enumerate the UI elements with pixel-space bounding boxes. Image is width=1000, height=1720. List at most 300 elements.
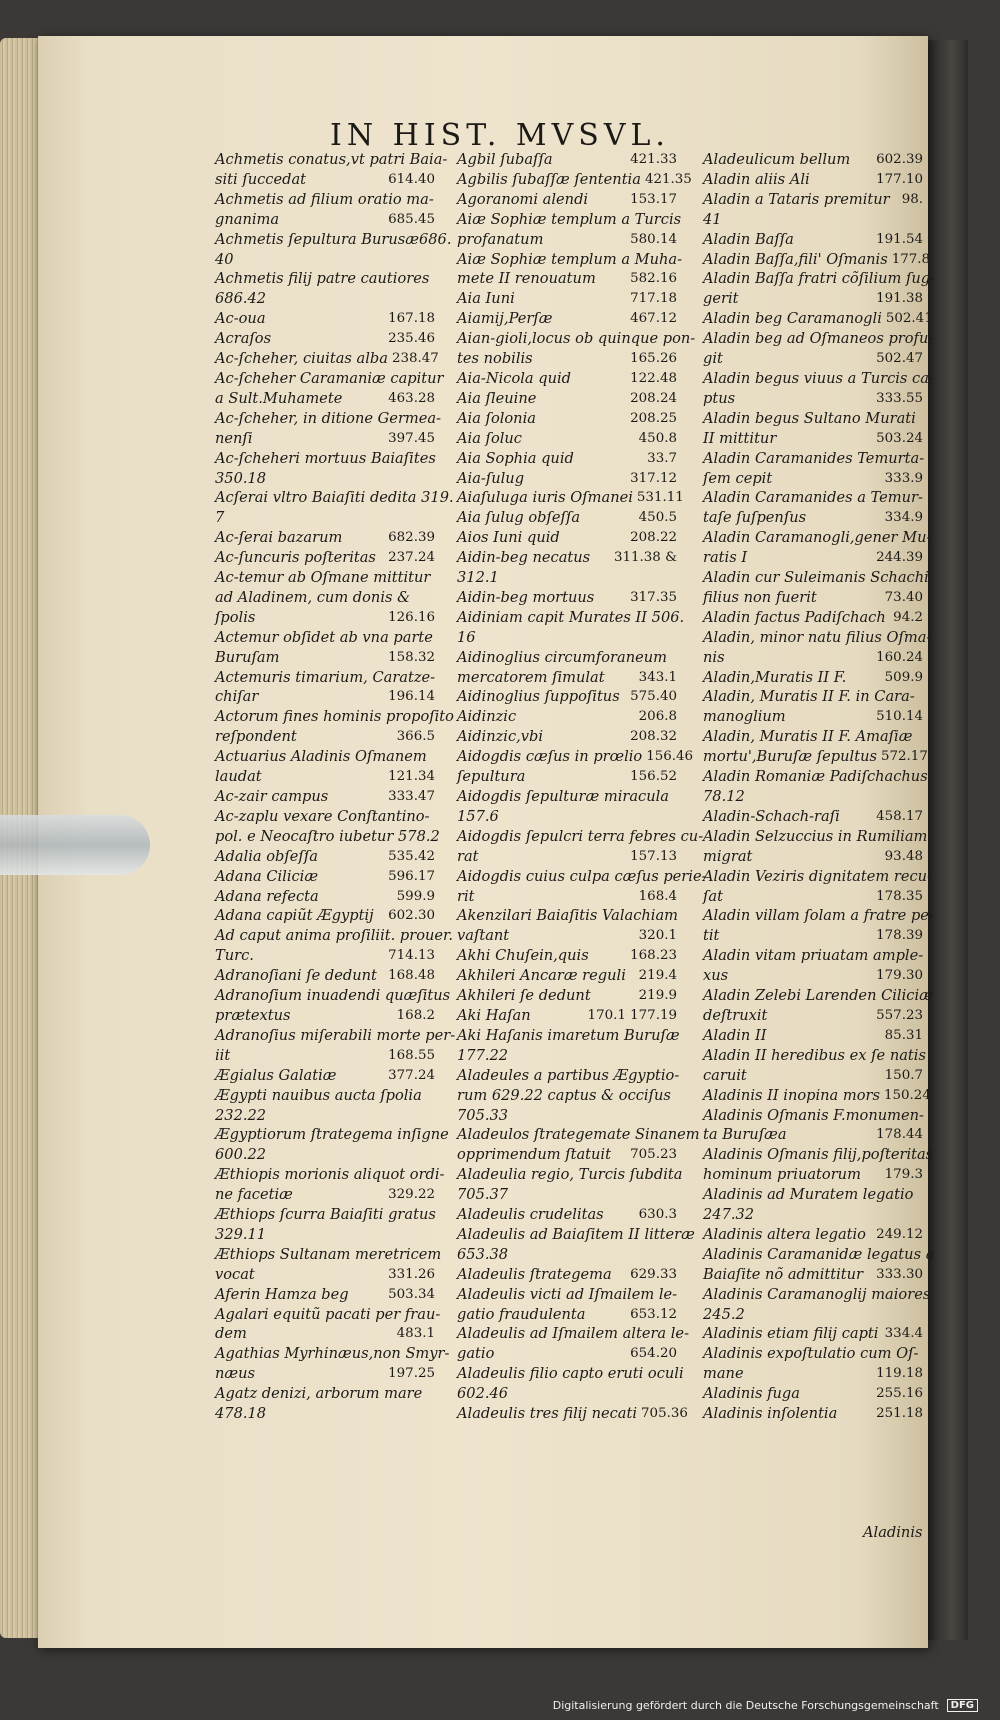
index-entry <box>215 767 435 787</box>
index-entry <box>703 170 923 190</box>
entry-term: 245.2 <box>703 1305 745 1323</box>
entry-reference <box>933 329 937 349</box>
entry-term: Aian-gioli,locus ob quinque pon- <box>457 330 696 348</box>
entry-reference: 602.39 <box>876 152 923 167</box>
index-entry <box>703 1245 935 1265</box>
entry-reference: 334.4 <box>884 1326 923 1342</box>
index-entry <box>703 1404 923 1424</box>
index-entry <box>703 906 934 926</box>
entry-reference: 630.3 <box>638 1207 677 1223</box>
index-entry <box>703 747 928 767</box>
entry-term: chiſar <box>215 688 259 706</box>
footer <box>0 1690 1000 1720</box>
entry-term: Aladin Baſſa,fili' Oſmanis <box>703 250 888 268</box>
index-entry <box>703 1384 923 1404</box>
entry-reference: 458.17 <box>876 808 923 824</box>
entry-reference <box>441 1245 445 1265</box>
entry-term: Aladinis fuga <box>703 1385 800 1403</box>
index-entry <box>703 250 931 270</box>
index-entry <box>215 1344 450 1364</box>
entry-reference: 557.23 <box>876 1007 923 1023</box>
entry-reference: 705.36 <box>641 1406 688 1422</box>
index-entry <box>457 707 677 727</box>
index-entry <box>703 807 923 827</box>
footer-text: Digitalisierung gefördert durch die Deutsche Forschungsgemeinschaft <box>552 1698 939 1712</box>
entry-term: Actuarius Aladinis Oſmanem <box>215 748 427 766</box>
entry-term: tit <box>703 927 720 945</box>
index-entry <box>215 1046 435 1066</box>
entry-term: Aladinis II inopina mors <box>703 1086 880 1104</box>
entry-term: 232.22 <box>215 1106 267 1124</box>
index-entry <box>215 528 435 548</box>
entry-term: Aidiniam capit Murates II 506. <box>457 608 685 626</box>
entry-term: Aidin-beg necatus <box>457 549 591 567</box>
catchword: Aladinis <box>863 1524 923 1541</box>
entry-term: Aiamij,Perſæ <box>457 310 553 328</box>
entry-term: hominum priuatorum <box>703 1166 861 1184</box>
entry-term: Aladin,Muratis II F. <box>703 668 847 686</box>
entry-term: ſat <box>703 887 723 905</box>
entry-reference <box>934 1245 938 1265</box>
entry-term: taſe ſuſpenſus <box>703 509 807 527</box>
index-entry <box>703 289 923 309</box>
entry-term: reſpondent <box>215 728 297 746</box>
index-entry <box>457 409 677 429</box>
index-entry <box>215 887 435 907</box>
entry-reference: 334.9 <box>884 510 923 526</box>
entry-reference: 119.18 <box>876 1366 923 1382</box>
index-entry <box>703 508 923 528</box>
entry-term: Aia Sophia quid <box>457 449 574 467</box>
entry-term: rum 629.22 captus & occiſus <box>457 1086 671 1104</box>
entry-reference <box>673 1384 677 1404</box>
index-entry <box>215 628 435 648</box>
entry-reference: 343.1 <box>638 669 677 685</box>
entry-term: Aladeules a partibus Ægyptio- <box>457 1066 680 1084</box>
entry-reference <box>444 1165 448 1185</box>
dfg-logo: DFG <box>947 1699 978 1712</box>
index-entry <box>703 528 932 548</box>
index-column-3 <box>703 150 936 1424</box>
entry-term: Aladin vitam priuatam ample- <box>703 947 924 965</box>
entry-term: Ægyptiorum ſtrategema inſigne <box>215 1126 449 1144</box>
entry-term: Agalari equitũ pacati per frau- <box>215 1305 441 1323</box>
index-entry <box>457 548 677 568</box>
index-entry <box>215 608 435 628</box>
entry-term: Aladin, Muratis II F. in Cara- <box>703 688 915 706</box>
entry-reference <box>449 1344 453 1364</box>
index-entry <box>457 1404 688 1424</box>
entry-term: git <box>703 350 723 368</box>
entry-term: Aladinis altera legatio <box>703 1225 866 1243</box>
index-entry <box>703 986 933 1006</box>
index-entry <box>215 1225 435 1245</box>
index-entry <box>215 488 454 508</box>
index-entry <box>457 847 677 867</box>
index-entry <box>215 349 439 369</box>
entry-reference: 717.18 <box>630 291 677 307</box>
entry-term: Aia ſoluc <box>457 429 522 447</box>
entry-term: laudat <box>215 768 262 786</box>
index-entry <box>215 668 435 688</box>
index-entry <box>215 807 435 827</box>
entry-term: vocat <box>215 1265 255 1283</box>
entry-reference: 333.9 <box>884 470 923 486</box>
entry-reference <box>673 1046 677 1066</box>
index-entry <box>457 1344 677 1364</box>
entry-reference: 329.22 <box>388 1187 435 1203</box>
entry-term: Aladin factus Padiſchach <box>703 608 886 626</box>
entry-reference: 366.5 <box>396 729 435 745</box>
index-entry <box>457 668 677 688</box>
entry-reference: 467.12 <box>630 311 677 327</box>
index-entry <box>215 827 440 847</box>
index-entry <box>703 887 923 907</box>
entry-reference: 219.9 <box>638 988 677 1004</box>
index-entry <box>703 787 923 807</box>
entry-reference <box>673 1106 677 1126</box>
index-entry <box>457 966 677 986</box>
index-entry <box>215 707 454 727</box>
index-entry <box>457 608 685 628</box>
entry-reference: 421.33 <box>630 152 677 167</box>
entry-reference: 153.17 <box>630 191 677 207</box>
entry-term: ptus <box>703 389 736 407</box>
entry-term: Ac-oua <box>215 310 266 328</box>
index-entry <box>457 1006 677 1026</box>
index-entry <box>703 150 923 170</box>
entry-term: Aladinis Oſmanis F.monumen- <box>703 1106 924 1124</box>
index-entry <box>215 289 435 309</box>
entry-term: Aki Haſanis imaretum Buruſæ <box>457 1026 680 1044</box>
entry-reference: 629.33 <box>630 1266 677 1282</box>
entry-reference: 168.23 <box>630 948 677 964</box>
entry-term: Acraſos <box>215 330 272 348</box>
index-entry <box>703 1305 923 1325</box>
entry-term: Ægypti nauibus aucta ſpolia <box>215 1086 422 1104</box>
entry-term: Aferin Hamza beg <box>215 1285 349 1303</box>
entry-term: Ac-ſcheheri mortuus Baiaſites <box>215 449 436 467</box>
entry-term: Ac-zaplu vexare Conſtantino- <box>215 807 430 825</box>
entry-term: Agatz denizi, arborum mare <box>215 1385 423 1403</box>
entry-reference: 311.38 & <box>613 550 677 566</box>
index-entry <box>703 568 929 588</box>
entry-term: Æthiops ſcurra Baiaſiti gratus <box>215 1206 436 1224</box>
entry-reference: 208.32 <box>630 729 677 745</box>
index-entry <box>215 847 435 867</box>
index-entry <box>703 827 928 847</box>
entry-term: ta Buruſæa <box>703 1126 787 1144</box>
entry-reference: 421.35 <box>644 171 692 187</box>
entry-term: ratis I <box>703 549 748 567</box>
entry-reference <box>689 1324 693 1344</box>
index-entry <box>457 1265 677 1285</box>
index-entry <box>457 349 677 369</box>
entry-reference <box>695 1225 699 1245</box>
entry-reference: 196.14 <box>388 689 435 705</box>
entry-reference: 235.46 <box>388 331 435 347</box>
index-entry <box>215 548 435 568</box>
entry-reference: 208.22 <box>630 530 677 546</box>
entry-term: pol. e Neocaſtro iubetur 578.2 <box>215 827 440 845</box>
entry-term: Aia ſulug obſeſſa <box>457 509 581 527</box>
entry-reference <box>431 1404 435 1424</box>
entry-reference: 168.55 <box>388 1047 435 1063</box>
entry-reference <box>447 150 451 170</box>
entry-term: gerit <box>703 290 739 308</box>
index-entry <box>215 1145 435 1165</box>
entry-reference: 168.2 <box>396 1007 435 1023</box>
entry-reference <box>673 1185 677 1205</box>
index-entry <box>215 1245 442 1265</box>
entry-term: Aladin Veziris dignitatem recu- <box>703 867 932 885</box>
entry-term: Adranoſius miſerabili morte per- <box>215 1026 456 1044</box>
entry-term: 478.18 <box>215 1405 267 1423</box>
index-entry <box>215 170 435 190</box>
index-entry <box>215 1106 435 1126</box>
index-entry <box>215 1404 435 1424</box>
index-entry <box>703 1225 923 1245</box>
entry-term: 350.18 <box>215 469 267 487</box>
entry-reference <box>924 449 928 469</box>
entry-reference: 682.39 <box>388 530 435 546</box>
index-entry <box>457 1165 683 1185</box>
index-entry <box>457 1046 677 1066</box>
index-column-2 <box>457 150 707 1424</box>
index-entry <box>215 747 435 767</box>
entry-reference <box>923 946 927 966</box>
index-entry <box>457 1066 680 1086</box>
entry-reference <box>431 250 435 270</box>
entry-reference: 653.12 <box>630 1306 677 1322</box>
index-entry <box>703 230 923 250</box>
entry-reference: 157.13 <box>630 848 677 864</box>
index-entry <box>215 906 435 926</box>
index-entry <box>457 1285 677 1305</box>
entry-reference <box>679 1066 683 1086</box>
index-entry <box>457 1305 677 1325</box>
entry-reference: 251.18 <box>876 1406 923 1422</box>
index-entry <box>215 469 435 489</box>
entry-term: 177.22 <box>457 1046 509 1064</box>
entry-term: Aiæ Sophiæ templum a Muha- <box>457 250 683 268</box>
entry-reference: 503.24 <box>876 430 923 446</box>
index-entry <box>457 210 682 230</box>
index-entry <box>703 469 923 489</box>
index-entry <box>215 429 435 449</box>
entry-reference: 208.24 <box>630 390 677 406</box>
index-entry <box>457 250 683 270</box>
entry-reference <box>434 190 438 210</box>
entry-term: Aladin beg ad Oſmaneos profu- <box>703 330 934 348</box>
entry-term: Aladin, minor natu filius Oſma- <box>703 628 932 646</box>
entry-term: iit <box>215 1046 231 1064</box>
index-entry <box>457 648 677 668</box>
index-entry <box>703 1145 934 1165</box>
entry-term: Aladin Baſſa fratri cõſilium ſug- <box>703 270 936 288</box>
index-entry <box>703 727 923 747</box>
entry-term: ſpolis <box>215 608 256 626</box>
index-entry <box>457 926 677 946</box>
index-entry <box>457 1106 677 1126</box>
entry-term: Aladin Caramanides Temurta- <box>703 449 925 467</box>
entry-reference <box>929 568 933 588</box>
index-entry <box>703 1364 923 1384</box>
index-entry <box>215 1265 435 1285</box>
index-entry <box>215 1185 435 1205</box>
entry-term: caruit <box>703 1066 747 1084</box>
entry-reference <box>935 269 939 289</box>
entry-reference: 320.1 <box>638 928 677 944</box>
entry-reference <box>919 409 923 429</box>
entry-term: 312.1 <box>457 569 499 587</box>
entry-term: Ac-ſcheher Caramaniæ capitur <box>215 369 444 387</box>
entry-reference <box>919 1185 923 1205</box>
entry-reference <box>431 807 435 827</box>
entry-reference <box>919 687 923 707</box>
entry-term: Aladeulis crudelitas <box>457 1206 604 1224</box>
entry-term: Aidin-beg mortuus <box>457 588 595 606</box>
entry-reference <box>682 250 686 270</box>
index-entry <box>703 1066 923 1086</box>
index-entry <box>457 449 677 469</box>
entry-reference <box>440 1305 444 1325</box>
entry-term: nis <box>703 648 725 666</box>
index-entry <box>457 747 694 767</box>
index-entry <box>703 1344 923 1364</box>
entry-term: næus <box>215 1365 256 1383</box>
entry-term: Achmetis conatus,vt patri Baia- <box>215 151 448 168</box>
index-entry <box>457 628 677 648</box>
index-entry <box>703 329 934 349</box>
entry-reference: 333.30 <box>876 1266 923 1282</box>
entry-term: xus <box>703 967 729 985</box>
index-entry <box>703 1106 923 1126</box>
index-entry <box>215 449 435 469</box>
index-entry <box>457 787 677 807</box>
entry-reference: 178.39 <box>876 928 923 944</box>
entry-term: ad Aladinem, cum donis & <box>215 588 411 606</box>
entry-reference: 510.14 <box>876 709 923 725</box>
entry-term: Agathias Myrhinæus,non Smyr- <box>215 1345 450 1363</box>
index-entry <box>703 369 934 389</box>
entry-term: Aladin villam ſolam a fratre pe- <box>703 907 934 925</box>
entry-term: gnanima <box>215 210 280 228</box>
entry-reference <box>449 1125 453 1145</box>
entry-reference <box>673 628 677 648</box>
entry-term: 7 <box>215 509 225 527</box>
index-entry <box>457 528 677 548</box>
entry-term: Actemuris timarium, Caratze- <box>215 668 436 686</box>
index-entry <box>703 1046 926 1066</box>
index-entry <box>703 668 923 688</box>
index-entry <box>215 1285 435 1305</box>
index-entry <box>457 170 692 190</box>
entry-term: Aladeulis ſtrategema <box>457 1265 612 1283</box>
entry-reference: 126.16 <box>388 609 435 625</box>
entry-term: prætextus <box>215 1006 291 1024</box>
index-entry <box>703 628 932 648</box>
index-entry <box>457 568 677 588</box>
index-entry <box>215 190 435 210</box>
entry-term: Aladin aliis Ali <box>703 170 810 188</box>
entry-term: Aladin Baſſa <box>703 230 794 248</box>
entry-reference: 177.8 <box>891 251 931 267</box>
entry-term: rat <box>457 847 479 865</box>
entry-term: Aladeulis victi ad Iſmailem le- <box>457 1285 678 1303</box>
index-entry <box>215 1324 435 1344</box>
entry-reference: 206.8 <box>638 709 677 725</box>
index-entry <box>215 1066 435 1086</box>
entry-term: nenſi <box>215 429 253 447</box>
index-entry <box>457 1185 677 1205</box>
entry-term: Aia-ſulug <box>457 469 525 487</box>
entry-reference: 572.17 <box>880 749 928 765</box>
entry-reference <box>695 329 699 349</box>
entry-reference: 150.7 <box>884 1067 923 1083</box>
index-entry <box>215 230 452 250</box>
entry-term: Aladin begus Sultano Murati <box>703 409 916 427</box>
entry-term: Agbilis ſubaſſæ ſententia <box>457 170 641 188</box>
entry-reference <box>923 488 927 508</box>
entry-term: Aladeulis ad Iſmailem altera le- <box>457 1325 690 1343</box>
index-entry <box>457 190 677 210</box>
entry-reference: 33.7 <box>647 450 677 466</box>
entry-term: Aladin II <box>703 1026 767 1044</box>
entry-term: Achmetis filij patre cautiores <box>215 270 430 288</box>
entry-reference <box>431 289 435 309</box>
entry-reference: 150.24 <box>883 1087 931 1103</box>
index-column-1 <box>215 150 456 1424</box>
entry-term: Aladin beg Caramanogli <box>703 310 882 328</box>
entry-reference: 73.40 <box>884 589 923 605</box>
entry-reference <box>441 409 445 429</box>
entry-reference: 599.9 <box>396 888 435 904</box>
entry-term: dem <box>215 1325 247 1343</box>
entry-reference: 85.31 <box>884 1027 923 1043</box>
index-entry <box>457 150 677 170</box>
entry-term: Aidogdis cæſus in prœlio <box>457 748 643 766</box>
entry-reference <box>678 906 682 926</box>
index-entry <box>703 210 923 230</box>
entry-term: Ac-ſuncuris poſteritas <box>215 549 376 567</box>
index-entry <box>215 369 444 389</box>
entry-reference: 156.46 <box>646 749 694 765</box>
index-entry <box>215 1006 435 1026</box>
entry-reference <box>933 1145 937 1165</box>
entry-reference: 614.40 <box>388 171 435 187</box>
index-entry <box>703 488 923 508</box>
index-entry <box>457 807 677 827</box>
entry-term: Adalia obſeſſa <box>215 847 318 865</box>
entry-term: Aladinis Caramanoglij maiores <box>703 1285 931 1303</box>
entry-term: Aladin-Schach-raſi <box>703 807 840 825</box>
entry-reference <box>930 1285 934 1305</box>
index-entry <box>457 1225 695 1245</box>
entry-term: Agbil ſubaſſa <box>457 151 553 168</box>
entry-term: Aladinis ad Muratem legatio <box>703 1186 914 1204</box>
entry-reference: 167.18 <box>388 311 435 327</box>
entry-term: Aiæ Sophiæ templum a Turcis <box>457 210 682 228</box>
entry-reference: 237.24 <box>388 550 435 566</box>
index-entry <box>703 1324 923 1344</box>
entry-term: Adranoſium inuadendi quæſitus <box>215 987 451 1005</box>
entry-reference: 602.30 <box>388 908 435 924</box>
entry-term: Aios Iuni quid <box>457 529 560 547</box>
entry-term: Aki Haſan <box>457 1006 531 1024</box>
entry-term: Aidogdis ſepulturæ miracula <box>457 788 669 805</box>
entry-term: 157.6 <box>457 807 499 825</box>
